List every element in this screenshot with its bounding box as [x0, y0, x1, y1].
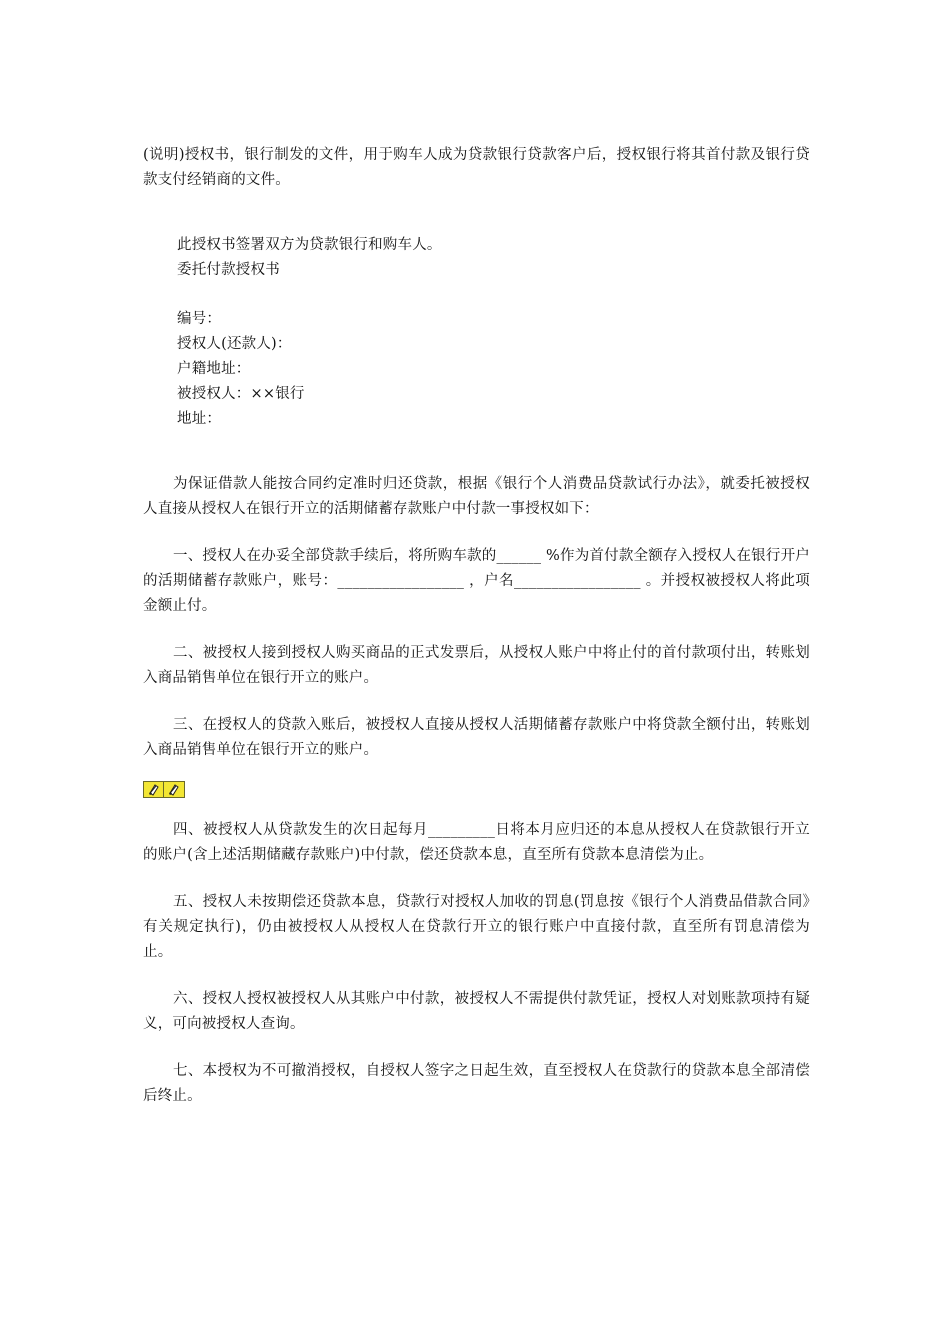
- document-title: 委托付款授权书: [177, 262, 280, 278]
- field-address: 地址：: [177, 411, 222, 427]
- clause-6: 六、授权人授权被授权人从其账户中付款，被授权人不需提供付款凭证，授权人对划账款项持有疑义，可向被授权人查询。: [143, 991, 810, 1032]
- field-household-address: 户籍地址：: [177, 361, 251, 377]
- clause-1: 一、授权人在办妥全部贷款手续后，将所购车款的______ %作为首付款全额存入授权人在银行开户的活期储蓄存款账户，账号：_________________ ，户名_________________ 。并授权被授权人将此项金额止付。: [143, 548, 810, 614]
- intro-paragraph: 为保证借款人能按合同约定准时归还贷款，根据《银行个人消费品贷款试行办法》，就委托被授权人直接从授权人在银行开立的活期储蓄存款账户中付款一事授权如下：: [143, 476, 810, 517]
- clause-7: 七、本授权为不可撤消授权，自授权人签字之日起生效，直至授权人在贷款行的贷款本息全部清偿后终止。: [143, 1063, 810, 1104]
- embedded-objects: [143, 781, 810, 800]
- clause-2: 二、被授权人接到授权人购买商品的正式发票后，从授权人账户中将止付的首付款项付出，转账划入商品销售单位在银行开立的账户。: [143, 645, 810, 686]
- field-number: 编号：: [177, 311, 222, 327]
- document-page: [143, 143, 810, 1109]
- clause-5: 五、授权人未按期偿还贷款本息，贷款行对授权人加收的罚息(罚息按《银行个人消费品借款合同》有关规定执行)，仍由被授权人从授权人在贷款行开立的银行账户中直接付款，直至所有罚息清偿为止。: [143, 894, 810, 960]
- clause-3: 三、在授权人的贷款入账后，被授权人直接从授权人活期储蓄存款账户中将贷款全额付出，转账划入商品销售单位在银行开立的账户。: [143, 717, 810, 758]
- field-grantee: 被授权人：××银行: [177, 386, 305, 402]
- signers-line: 此授权书签署双方为贷款银行和购车人。: [177, 237, 442, 253]
- field-grantor: 授权人(还款人)：: [177, 336, 292, 352]
- header-block: [177, 233, 810, 432]
- embedded-object-icon[interactable]: [143, 781, 164, 798]
- clause-4: 四、被授权人从贷款发生的次日起每月_________日将本月应归还的本息从授权人在贷款银行开立的账户(含上述活期储藏存款账户)中付款，偿还贷款本息，直至所有贷款本息清偿为止。: [143, 822, 810, 863]
- explanatory-note: (说明)授权书，银行制发的文件，用于购车人成为贷款银行贷款客户后，授权银行将其首付款及银行贷款支付经销商的文件。: [143, 147, 810, 188]
- embedded-object-icon[interactable]: [164, 781, 185, 798]
